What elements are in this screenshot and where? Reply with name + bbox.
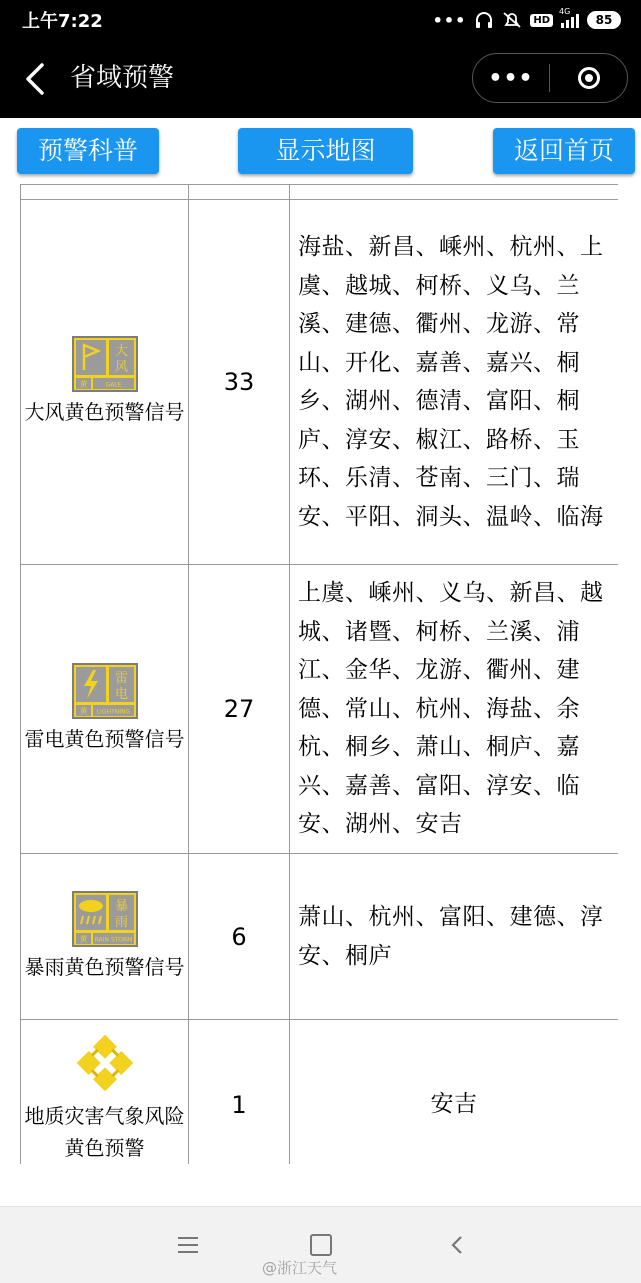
svg-text:雷: 雷 (114, 671, 128, 686)
battery-level: 85 (595, 13, 613, 27)
status-icons (432, 7, 621, 30)
warning-count: 6 (189, 854, 290, 1020)
table-row-partial (21, 185, 619, 200)
warning-regions: 安吉 (290, 1020, 619, 1165)
svg-text:LIGHTNING: LIGHTNING (96, 708, 130, 716)
svg-text:黄: 黄 (79, 934, 87, 944)
warning-table (20, 184, 618, 1164)
headphones-icon (474, 11, 494, 29)
warning-type-cell (21, 565, 189, 854)
warning-name: 暴雨黄色预警信号 (24, 954, 185, 979)
svg-text:大: 大 (114, 344, 128, 359)
notification-dots-icon: ••• (432, 10, 467, 30)
table-row (21, 1020, 619, 1165)
table-row (21, 854, 619, 1020)
warning-table-container[interactable] (20, 184, 618, 1164)
warning-type-cell (21, 200, 189, 565)
back-arrow-icon[interactable] (22, 61, 52, 97)
svg-text:GALE: GALE (105, 381, 121, 389)
warning-count: 1 (189, 1020, 290, 1165)
target-icon (578, 67, 600, 89)
battery-icon (587, 11, 621, 29)
table-row (21, 565, 619, 854)
warning-science-button[interactable]: 预警科普 (17, 128, 159, 174)
geo-hazard-yellow-icon (72, 1030, 138, 1096)
warning-name: 地质灾害气象风险黄色预警 (24, 1104, 185, 1160)
warning-name: 大风黄色预警信号 (24, 400, 185, 424)
home-square-icon[interactable] (310, 1234, 332, 1256)
warning-regions: 上虞、嵊州、义乌、新昌、越城、诸暨、柯桥、兰溪、浦江、金华、龙游、衢州、建德、常山、杭州、海盐、余杭、桐乡、萧山、桐庐、嘉兴、嘉善、富阳、淳安、临安、湖州、安吉 (290, 565, 619, 854)
table-row (21, 200, 619, 565)
status-bar (0, 0, 641, 40)
svg-text:电: 电 (114, 687, 128, 702)
return-home-button[interactable]: 返回首页 (493, 128, 635, 174)
status-time: 上午7:22 (22, 11, 103, 32)
alarm-off-icon (502, 11, 522, 29)
back-chevron-icon[interactable] (448, 1234, 466, 1256)
wind-yellow-icon (72, 336, 138, 392)
svg-text:黄: 黄 (79, 380, 87, 389)
svg-text:黄: 黄 (79, 707, 87, 716)
rainstorm-yellow-icon (72, 891, 138, 947)
warning-name: 雷电黄色预警信号 (24, 727, 185, 751)
warning-type-cell (21, 1020, 189, 1165)
page-title: 省域预警 (70, 63, 175, 93)
show-map-button[interactable]: 显示地图 (238, 128, 413, 174)
warning-regions: 海盐、新昌、嵊州、杭州、上虞、越城、柯桥、义乌、兰溪、建德、衢州、龙游、常山、开化、嘉善、嘉兴、桐乡、湖州、德清、富阳、桐庐、淳安、椒江、路桥、玉环、乐清、苍南、三门、瑞安、平阳、洞头、温岭、临海 (290, 200, 619, 565)
more-button[interactable]: ••• (488, 65, 534, 91)
warning-regions: 萧山、杭州、富阳、建德、淳安、桐庐 (290, 854, 619, 1020)
nav-bar (0, 40, 641, 118)
warning-count: 33 (189, 200, 290, 565)
network-type: 4G (559, 7, 571, 16)
mini-program-capsule (472, 53, 628, 103)
svg-text:RAIN STORM: RAIN STORM (94, 936, 132, 943)
signal-icon (559, 7, 579, 28)
svg-text:风: 风 (114, 360, 128, 375)
close-mini-program-button[interactable] (550, 67, 627, 89)
menu-icon[interactable] (178, 1237, 198, 1253)
svg-text:雨: 雨 (114, 914, 128, 930)
warning-count: 27 (189, 565, 290, 854)
hd-badge: HD (530, 14, 553, 27)
svg-text:暴: 暴 (114, 898, 128, 914)
lightning-yellow-icon (72, 663, 138, 719)
warning-type-cell (21, 854, 189, 1020)
watermark: @浙江天气 (262, 1259, 338, 1277)
